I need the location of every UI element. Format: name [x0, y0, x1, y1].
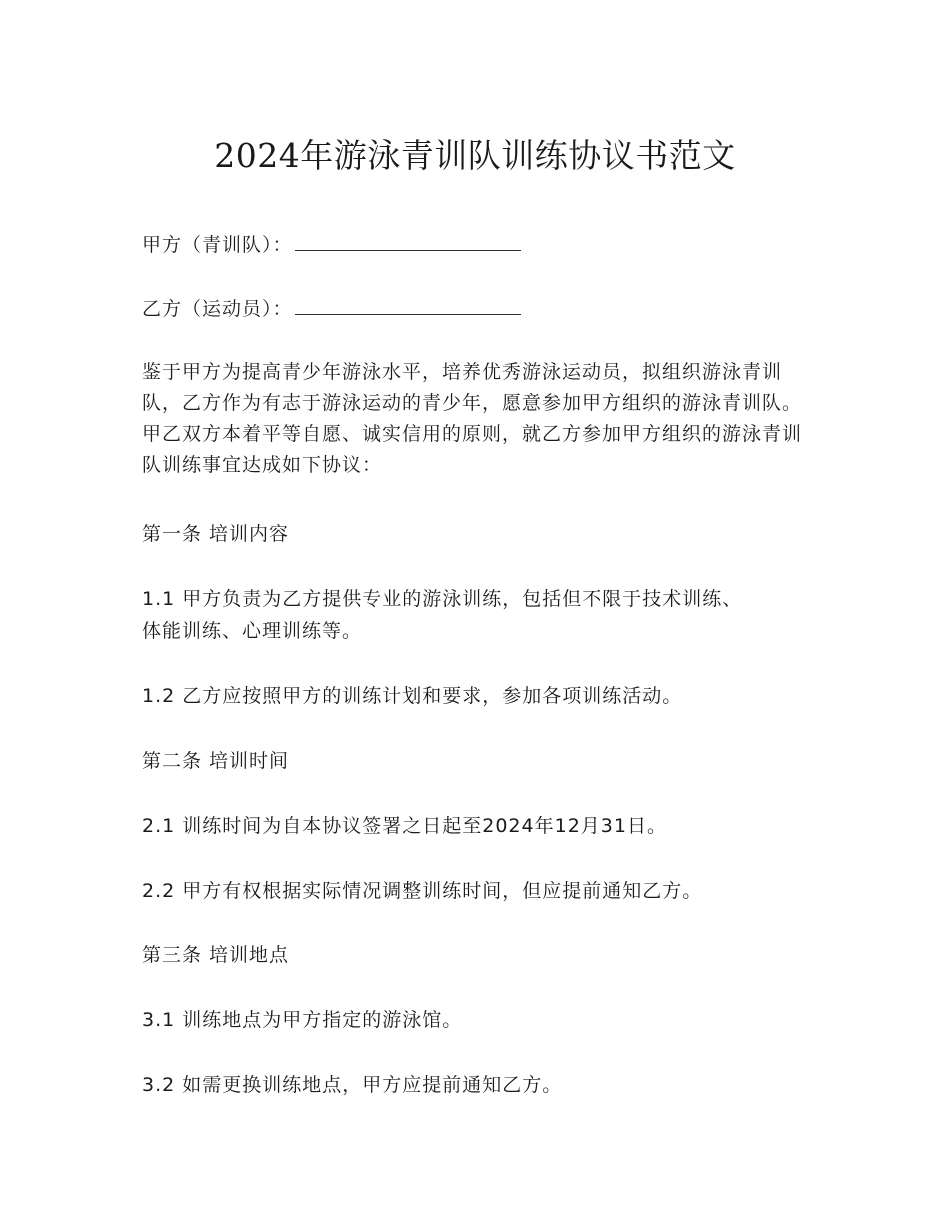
document-title: 2024年游泳青训队训练协议书范文	[214, 136, 736, 175]
article-2-heading: 第二条 培训时间	[142, 750, 290, 772]
party-a-line	[142, 230, 812, 260]
party-b-blank	[295, 296, 521, 315]
party-a-label: 甲方（青训队）：	[142, 234, 293, 256]
clause-2-2: 2.2 甲方有权根据实际情况调整训练时间，但应提前通知乙方。	[142, 880, 703, 902]
clause-3-1: 3.1 训练地点为甲方指定的游泳馆。	[142, 1009, 463, 1031]
party-b-line	[142, 294, 812, 324]
party-a-blank	[295, 232, 521, 251]
clause-2-1: 2.1 训练时间为自本协议签署之日起至2024年12月31日。	[142, 815, 667, 837]
clause-3-2: 3.2 如需更换训练地点，甲方应提前通知乙方。	[142, 1074, 563, 1096]
intro-paragraph: 鉴于甲方为提高青少年游泳水平，培养优秀游泳运动员，拟组织游泳青训队，乙方作为有志于游泳运动的青少年，愿意参加甲方组织的游泳青训队。甲乙双方本着平等自愿、诚实信用的原则，就乙方参加甲方组织的游泳青训队训练事宜达成如下协议：	[142, 361, 803, 476]
party-b-label: 乙方（运动员）：	[142, 298, 293, 320]
clause-1-2: 1.2 乙方应按照甲方的训练计划和要求，参加各项训练活动。	[142, 685, 683, 707]
article-3-heading: 第三条 培训地点	[142, 944, 290, 966]
clause-1-1-line-1: 1.1 甲方负责为乙方提供专业的游泳训练，包括但不限于技术训练、	[142, 588, 743, 610]
article-1-heading: 第一条 培训内容	[142, 523, 290, 545]
clause-1-1-line-2: 体能训练、心理训练等。	[142, 620, 363, 642]
